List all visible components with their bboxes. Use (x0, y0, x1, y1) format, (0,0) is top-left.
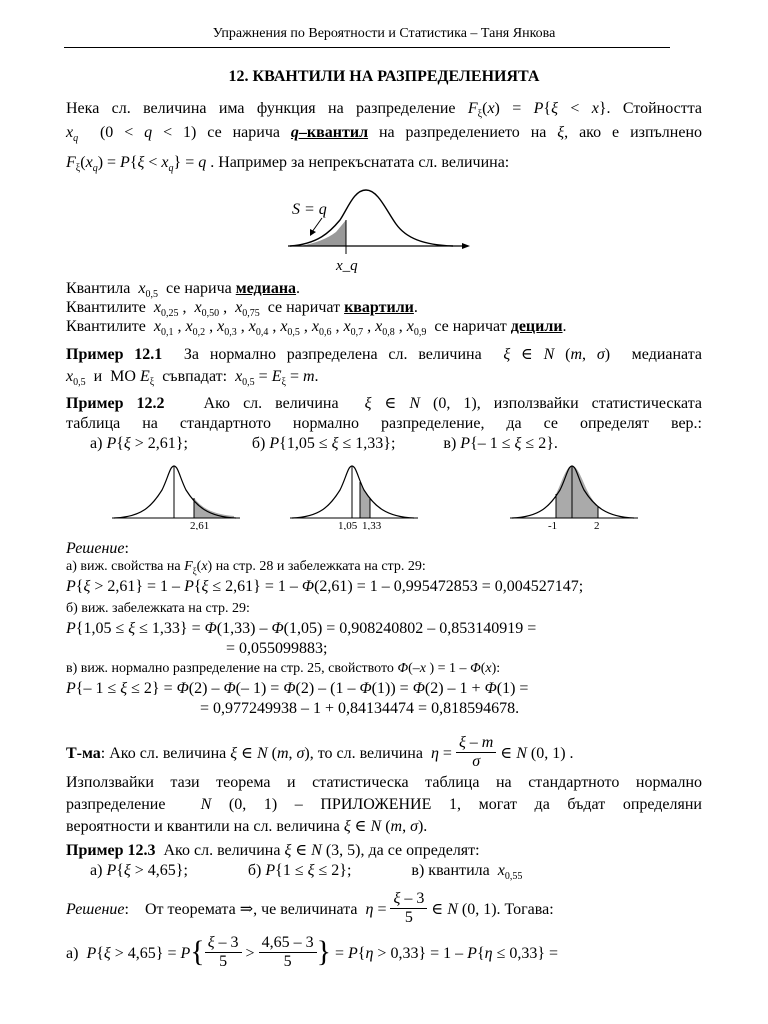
example-12-3-line-1: Пример 12.3 Ако сл. величина ξ ∈ N (3, 5), да се определят: (66, 842, 480, 859)
solution-c-note: в) виж. нормално разпределение на стр. 25, свойството Φ(–x ) = 1 – Φ(x): (66, 661, 501, 676)
section-title: 12. КВАНТИЛИ НА РАЗПРЕДЕЛЕНИЯТА (228, 68, 540, 85)
density-curve (290, 190, 453, 246)
label-minus-1: -1 (548, 520, 558, 530)
example-12-2-line-2: таблица на стандартното нормално разпределение, да се определят вер.: (66, 415, 702, 432)
solution-b-result: = 0,055099883; (226, 640, 328, 657)
solution-b-formula: P{1,05 ≤ ξ ≤ 1,33} = Φ(1,33) – Φ(1,05) = 0,908240802 – 0,853140919 = (66, 620, 537, 637)
label-1-05: 1,05 (338, 520, 358, 530)
label-1-33: 1,33 (362, 520, 382, 530)
deciles-line: Квантилите $x_{0,1}$ , $x_{0,2}$ , $x_{0,3}$ , $x_{0,4}$ , $x_{0,5}$ , $x_{0,6}$ , $x_{0,7}$ , $x_{0,8}$ , $x_{0,9}$ се наричат децили. (66, 318, 567, 339)
example-12-2-line-3: а) P{ξ > 2,61}; б) P{1,05 ≤ ξ ≤ 1,33}; в) P{– 1 ≤ ξ ≤ 2}. (90, 435, 558, 452)
solution-c-result: = 0,977249938 – 1 + 0,84134474 = 0,818594678. (200, 700, 520, 717)
intro-line-3: $F_\xi(x_q) = P\{\xi < x_q\} = q$ . Например за непрекъснатата сл. величина: (66, 154, 510, 175)
solution-heading: Решение: (66, 540, 129, 557)
solution-a-note: а) виж. свойства на $F_\xi(x)$ на стр. 28 и забележката на стр. 29: (66, 559, 426, 576)
header-rule (64, 47, 670, 48)
usage-line-2: разпределение N (0, 1) – ПРИЛОЖЕНИЕ 1, могат да бъдат определяни (66, 796, 702, 813)
intro-line-1: Нека сл. величина има функция на разпределение $F_\xi(x) = P\{\xi < x\}$. Стойността (66, 100, 703, 121)
solution-12-3-a: а) P{ξ > 4,65} = P{ $\frac{\xi - 3}{5}$ > $\frac{4,65 - 3}{5}$ } = P{η > 0,33} = 1 – P{η ≤ 0,33} = (66, 934, 559, 970)
label-2-61: 2,61 (190, 520, 210, 530)
median-line: Квантила $x_{0,5}$ се нарича медиана. (66, 280, 301, 301)
example-12-2-line-1: Пример 12.2 Ако сл. величина ξ ∈ N (0, 1), използвайки статистическата (66, 395, 702, 412)
page-header: Упражнения по Вероятности и Статистика – Таня Янкова (212, 26, 556, 41)
example-12-1-line-1: Пример 12.1 За нормално разпределена сл. величина ξ ∈ N (m, σ) медианата (66, 346, 703, 363)
theorem: Т-ма: Ако сл. величина ξ ∈ N (m, σ), то сл. величина η = $\frac{\xi - m}{\sigma}$ ∈ N (0, 1) . (66, 734, 574, 770)
curve-a (112, 460, 242, 530)
solution-b-note: б) виж. забележката на стр. 29: (66, 601, 250, 616)
quartiles-line: Квантилите $x_{0,25}$ , $x_{0,50}$ , $x_{0,75}$ се наричат квартили. (66, 299, 418, 320)
quantile-figure (278, 184, 478, 274)
label-s-eq-q: S = q (292, 201, 327, 218)
example-12-1-line-2: $x_{0,5}$ и МО $E_\xi$ съвпадат: $x_{0,5} = E_\xi = m$. (66, 368, 319, 389)
usage-line-1: Използвайки тази теорема и статистическа таблица на стандартното нормално (66, 774, 702, 791)
intro-line-2: $x_q$ (0 < q < 1) се нарича q–квантил на разпределението на ξ, ако е изпълнено (66, 124, 703, 145)
label-xq: x_q (336, 258, 358, 274)
shaded-area (300, 220, 346, 246)
solution-c-formula: P{– 1 ≤ ξ ≤ 2} = Φ(2) – Φ(– 1) = Φ(2) – (1 – Φ(1)) = Φ(2) – 1 + Φ(1) = (66, 680, 529, 697)
curve-b (290, 460, 420, 530)
curve-c (510, 460, 640, 530)
example-12-3-line-2: а) P{ξ > 4,65}; б) P{1 ≤ ξ ≤ 2}; в) квантила $x_{0,55}$ (90, 862, 523, 883)
solution-12-3: Решение: От теоремата ⇒, че величината η = $\frac{\xi - 3}{5}$ ∈ N (0, 1). Тогава: (66, 890, 554, 926)
usage-line-3: вероятности и квантили на сл. величина ξ ∈ N (m, σ). (66, 818, 428, 835)
solution-a-formula: P{ξ > 2,61} = 1 – P{ξ ≤ 2,61} = 1 – Φ(2,61) = 1 – 0,995472853 = 0,004527147; (66, 578, 584, 595)
label-2: 2 (594, 520, 600, 530)
